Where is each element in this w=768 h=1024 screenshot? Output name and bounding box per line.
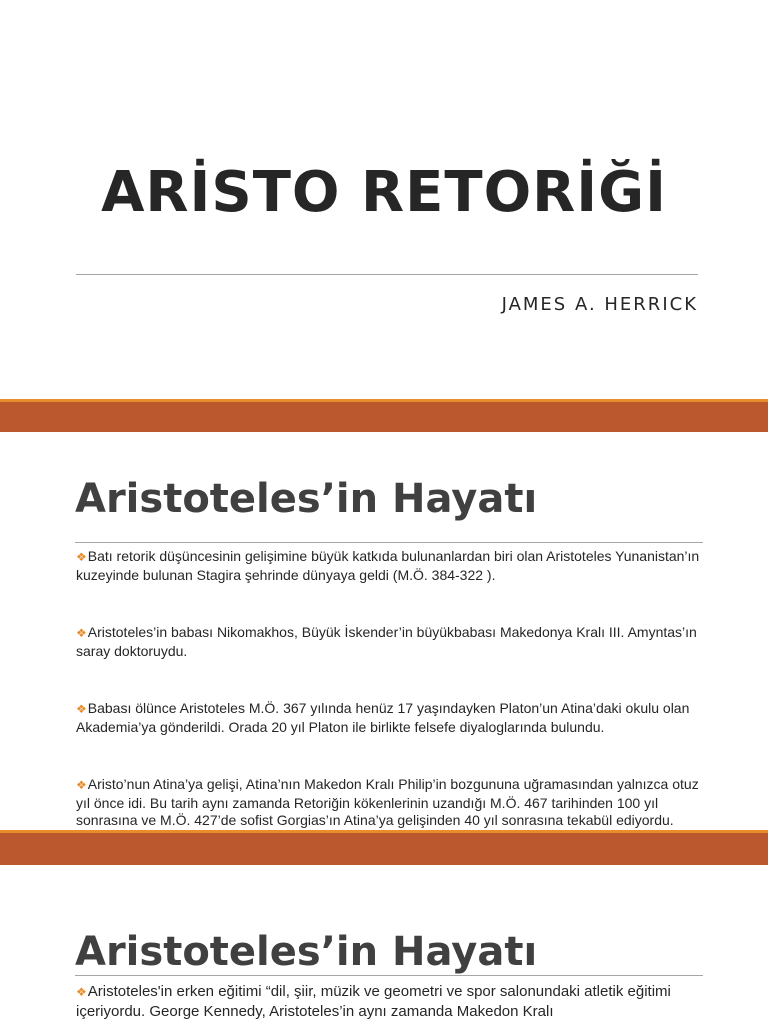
diamond-bullet-icon: ❖: [76, 702, 87, 716]
content-slide-1: [0, 432, 768, 832]
presentation-title: ARİSTO RETORİĞİ: [101, 160, 667, 225]
diamond-bullet-icon: ❖: [76, 985, 87, 999]
title-divider: [75, 975, 703, 976]
slide-title: Aristoteles’in Hayatı: [75, 929, 538, 975]
slide-separator-band: [0, 830, 768, 865]
slide-title: Aristoteles’in Hayatı: [75, 476, 538, 522]
slide-separator-band: [0, 399, 768, 432]
diamond-bullet-icon: ❖: [76, 778, 87, 792]
author-subtitle: JAMES A. HERRICK: [501, 294, 698, 315]
bullet-item: ❖Aristo’nun Atina’ya gelişi, Atina’nın Makedon Kralı Philip’in bozgununa uğramasından yalnızca otuz yıl önce idi. Bu tarih aynı zamanda Retoriğin kökenlerinin uzandığı M.Ö. 467 tarihinden 100 yıl sonrasına ve M.Ö. 427’de sofist Gorgias’ın Atina’ya gelişinden 40 yıl sonrasına tekabül ediyordu.: [76, 776, 699, 828]
title-divider: [75, 542, 703, 543]
diamond-bullet-icon: ❖: [76, 626, 87, 640]
bullet-item: ❖Batı retorik düşüncesinin gelişimine büyük katkıda bulunanlardan biri olan Aristoteles Yunanistan’ın kuzeyinde bulunan Stagira şehrinde dünyaya geldi (M.Ö. 384-322 ).: [76, 548, 700, 583]
bullet-item: ❖Babası ölünce Aristoteles M.Ö. 367 yılında henüz 17 yaşındayken Platon’un Atina’daki okulu olan Akademia’ya gönderildi. Orada 20 yıl Platon ile birlikte felsefe diyaloglarında bulundu.: [76, 700, 690, 735]
diamond-bullet-icon: ❖: [76, 550, 87, 564]
title-slide: [0, 0, 768, 400]
content-slide-2: [0, 865, 768, 1024]
title-divider: [76, 274, 698, 275]
bullet-list: [76, 982, 706, 1021]
bullet-item: ❖Aristoteles'in erken eğitimi “dil, şiir, müzik ve geometri ve spor salonundaki atletik eğitimi içeriyordu. George Kennedy, Aristoteles’in aynı zamanda Makedon Kralı: [76, 983, 671, 1020]
bullet-item: ❖Aristoteles’in babası Nikomakhos, Büyük İskender’in büyükbabası Makedonya Kralı III. Amyntas’ın saray doktoruydu.: [76, 624, 697, 659]
bullet-list: [76, 548, 706, 830]
